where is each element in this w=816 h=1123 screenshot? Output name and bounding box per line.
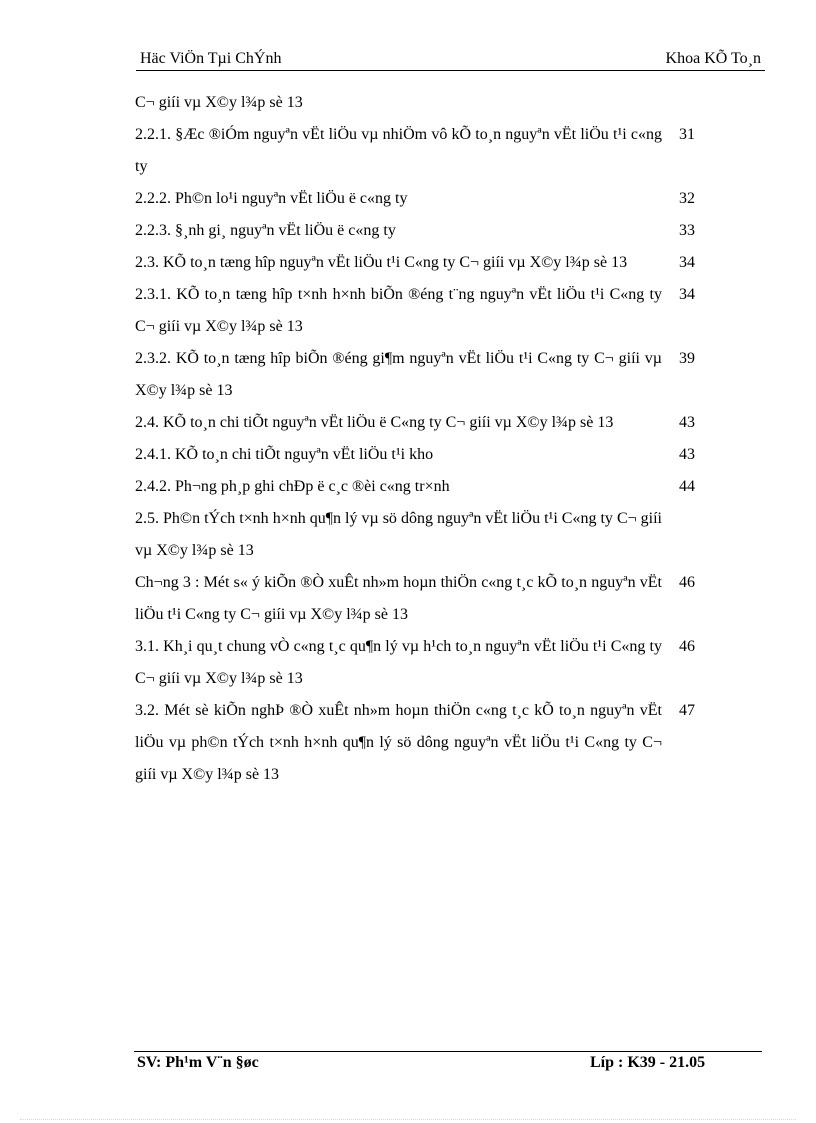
toc-entry [135, 503, 695, 567]
toc-entry [135, 471, 695, 503]
toc-entry-page: 39 [679, 350, 695, 367]
toc-entry-title: C¬ giíi vµ X©y l¾p sè 13 [135, 94, 303, 111]
toc-entry-title: 2.2.2. Ph©n lo¹i nguyªn vËt liÖu ë c«ng ty [135, 190, 408, 207]
page-header [136, 48, 765, 71]
toc-entry-page: 31 [679, 126, 695, 143]
toc-entry-title: 2.3.2. KÕ to¸n tæng hîp biÕn ®éng gi¶m nguyªn vËt liÖu t¹i C«ng ty C¬ giíi vµ X©y l¾p sè 13 [135, 350, 662, 399]
header-department: Khoa KÕ To¸n [665, 50, 761, 67]
toc-entry-title: 2.2.3. §¸nh gi¸ nguyªn vËt liÖu ë c«ng ty [135, 222, 396, 239]
toc-entry-title: 2.2.1. §Æc ®iÓm nguyªn vËt liÖu vµ nhiÖm vô kÕ to¸n nguyªn vËt liÖu t¹i c«ng ty [135, 126, 662, 175]
toc-entry-page: 46 [679, 574, 695, 591]
toc-entry [135, 343, 695, 407]
header-institute: Häc ViÖn Tµi ChÝnh [140, 50, 282, 67]
toc-entry-page: 46 [679, 638, 695, 655]
toc-entry [135, 695, 695, 791]
page-bottom-edge [20, 1119, 796, 1120]
toc-entry-page: 34 [679, 254, 695, 271]
toc-entry-page: 43 [679, 446, 695, 463]
toc-entry-page: 44 [679, 478, 695, 495]
toc-entry [135, 407, 695, 439]
toc-entry [135, 87, 695, 119]
toc-entry-title: 3.2. Mét sè kiÕn nghÞ ®Ò xuÊt nh»m hoµn thiÖn c«ng t¸c kÕ to¸n nguyªn vËt liÖu vµ ph©n tÝch t×nh h×nh qu¶n lý sö dông nguyªn vËt liÖu t¹i C«ng ty C¬ giíi vµ X©y l¾p sè 13 [135, 702, 662, 783]
toc-entry-page: 34 [679, 286, 695, 303]
toc-entry [135, 567, 695, 631]
toc-entry [135, 631, 695, 695]
toc-entry-title: Ch¬ng 3 : Mét s« ý kiÕn ®Ò xuÊt nh»m hoµn thiÖn c«ng t¸c kÕ to¸n nguyªn vËt liÖu t¹i C«ng ty C¬ giíi vµ X©y l¾p sè 13 [135, 574, 662, 623]
toc-entry-title: 2.4.2. Ph¬ng ph¸p ghi chÐp ë c¸c ®èi c«ng tr×nh [135, 478, 450, 495]
toc-entry-page: 43 [679, 414, 695, 431]
toc-entry [135, 215, 695, 247]
toc-entry [135, 247, 695, 279]
toc-entry [135, 119, 695, 183]
toc-entry [135, 279, 695, 343]
toc-entry [135, 183, 695, 215]
toc-entry-title: 2.3. KÕ to¸n tæng hîp nguyªn vËt liÖu t¹i C«ng ty C¬ giíi vµ X©y l¾p sè 13 [135, 254, 628, 271]
footer-class: Líp : K39 - 21.05 [590, 1054, 706, 1071]
toc-entry-title: 2.4. KÕ to¸n chi tiÕt nguyªn vËt liÖu ë C«ng ty C¬ giíi vµ X©y l¾p sè 13 [135, 414, 614, 431]
toc-entry-title: 2.4.1. KÕ to¸n chi tiÕt nguyªn vËt liÖu t¹i kho [135, 446, 434, 463]
toc-entry-title: 2.3.1. KÕ to¸n tæng hîp t×nh h×nh biÕn ®éng t¨ng nguyªn vËt liÖu t¹i C«ng ty C¬ giíi vµ X©y l¾p sè 13 [135, 286, 662, 335]
table-of-contents [135, 87, 695, 791]
footer-divider [134, 1051, 762, 1052]
toc-entry-title: 2.5. Ph©n tÝch t×nh h×nh qu¶n lý vµ sö dông nguyªn vËt liÖu t¹i C«ng ty C¬ giíi vµ X©y l¾p sè 13 [135, 510, 662, 559]
toc-entry-page: 33 [679, 222, 695, 239]
toc-entry-page: 47 [679, 702, 695, 719]
footer-student: SV: Ph¹m V¨n §øc [137, 1054, 259, 1071]
toc-entry-title: 3.1. Kh¸i qu¸t chung vÒ c«ng t¸c qu¶n lý vµ h¹ch to¸n nguyªn vËt liÖu t¹i C«ng ty C¬ giíi vµ X©y l¾p sè 13 [135, 638, 662, 687]
toc-entry [135, 439, 695, 471]
toc-entry-page: 32 [679, 190, 695, 207]
